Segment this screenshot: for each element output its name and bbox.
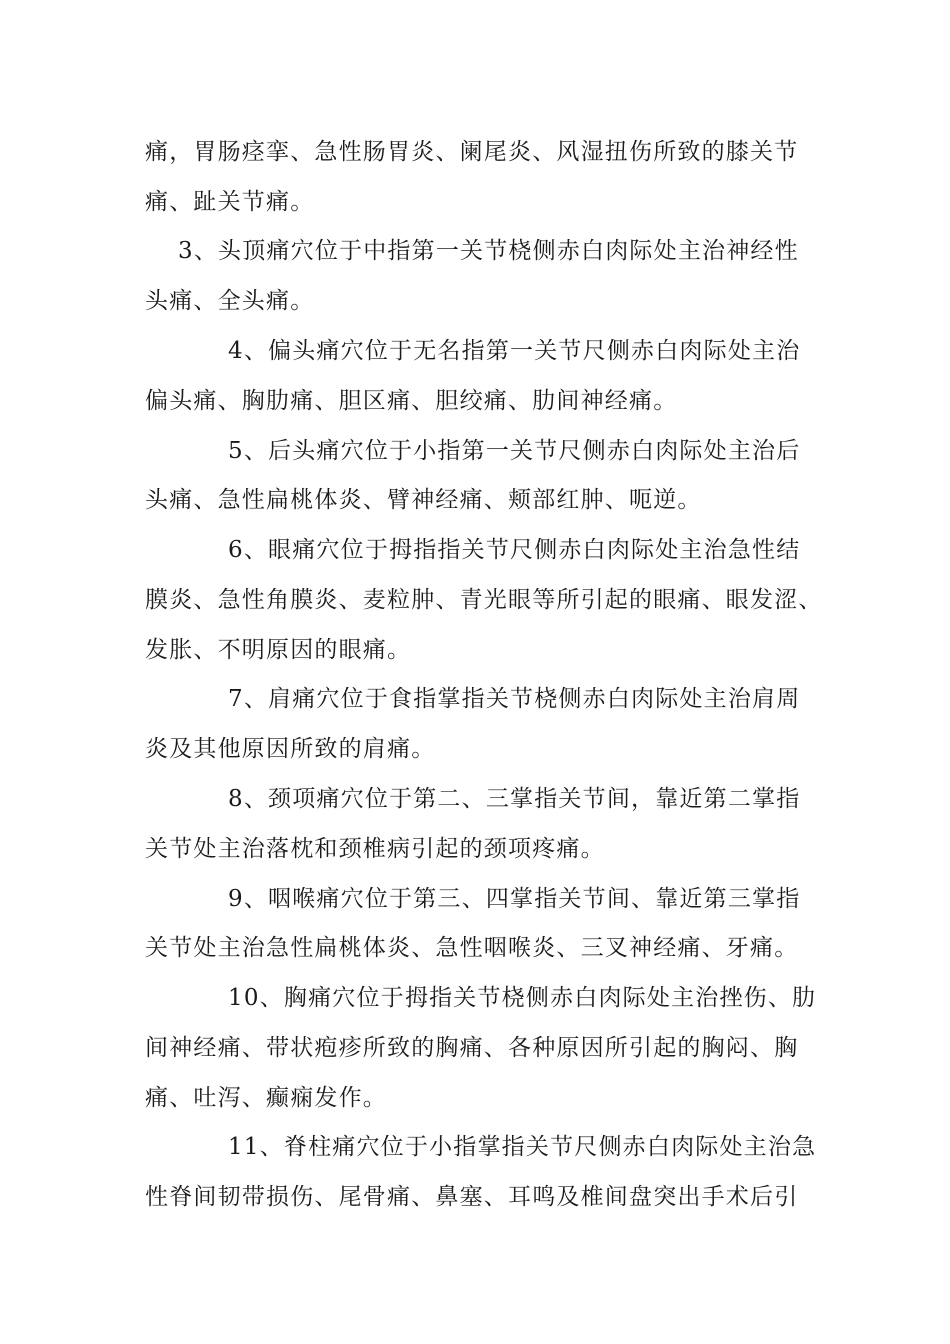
text-line: 关节处主治急性扁桃体炎、急性咽喉炎、三叉神经痛、牙痛。 [145, 935, 799, 961]
text-line: 发胀、不明原因的眼痛。 [145, 637, 412, 663]
paragraph-4-start: 4、偏头痛穴位于无名指第一关节尺侧赤白肉际处主治 [228, 338, 801, 364]
paragraph-10-start: 10、胸痛穴位于拇指关节桡侧赤白肉际处主治挫伤、肋 [228, 985, 817, 1011]
paragraph-7-start: 7、肩痛穴位于食指掌指关节桡侧赤白肉际处主治肩周 [228, 686, 801, 712]
paragraph-8-start: 8、颈项痛穴位于第二、三掌指关节间，靠近第二掌指 [228, 786, 801, 812]
text-line: 间神经痛、带状疱疹所致的胸痛、各种原因所引起的胸闷、胸 [145, 1035, 799, 1061]
text-line: 痛，胃肠痉挛、急性肠胃炎、阑尾炎、风湿扭伤所致的膝关节 [145, 139, 799, 165]
paragraph-6-start: 6、眼痛穴位于拇指指关节尺侧赤白肉际处主治急性结 [228, 537, 801, 563]
paragraph-9-start: 9、咽喉痛穴位于第三、四掌指关节间、靠近第三掌指 [228, 886, 801, 912]
paragraph-11-start: 11、脊柱痛穴位于小指掌指关节尺侧赤白肉际处主治急 [228, 1134, 817, 1160]
paragraph-3-start: 3、头顶痛穴位于中指第一关节桡侧赤白肉际处主治神经性 [178, 238, 799, 264]
text-line: 痛、趾关节痛。 [145, 189, 315, 215]
text-line: 头痛、急性扁桃体炎、臂神经痛、颊部红肿、呃逆。 [145, 487, 702, 513]
text-line: 偏头痛、胸肋痛、胆区痛、胆绞痛、肋间神经痛。 [145, 388, 678, 414]
text-line: 膜炎、急性角膜炎、麦粒肿、青光眼等所引起的眼痛、眼发涩、 [145, 587, 823, 613]
text-line: 痛、吐泻、癫痫发作。 [145, 1085, 387, 1111]
text-line: 关节处主治落枕和颈椎病引起的颈项疼痛。 [145, 836, 605, 862]
paragraph-5-start: 5、后头痛穴位于小指第一关节尺侧赤白肉际处主治后 [228, 438, 801, 464]
text-line: 性脊间韧带损伤、尾骨痛、鼻塞、耳鸣及椎间盘突出手术后引 [145, 1184, 799, 1210]
text-line: 头痛、全头痛。 [145, 288, 315, 314]
text-line: 炎及其他原因所致的肩痛。 [145, 736, 436, 762]
